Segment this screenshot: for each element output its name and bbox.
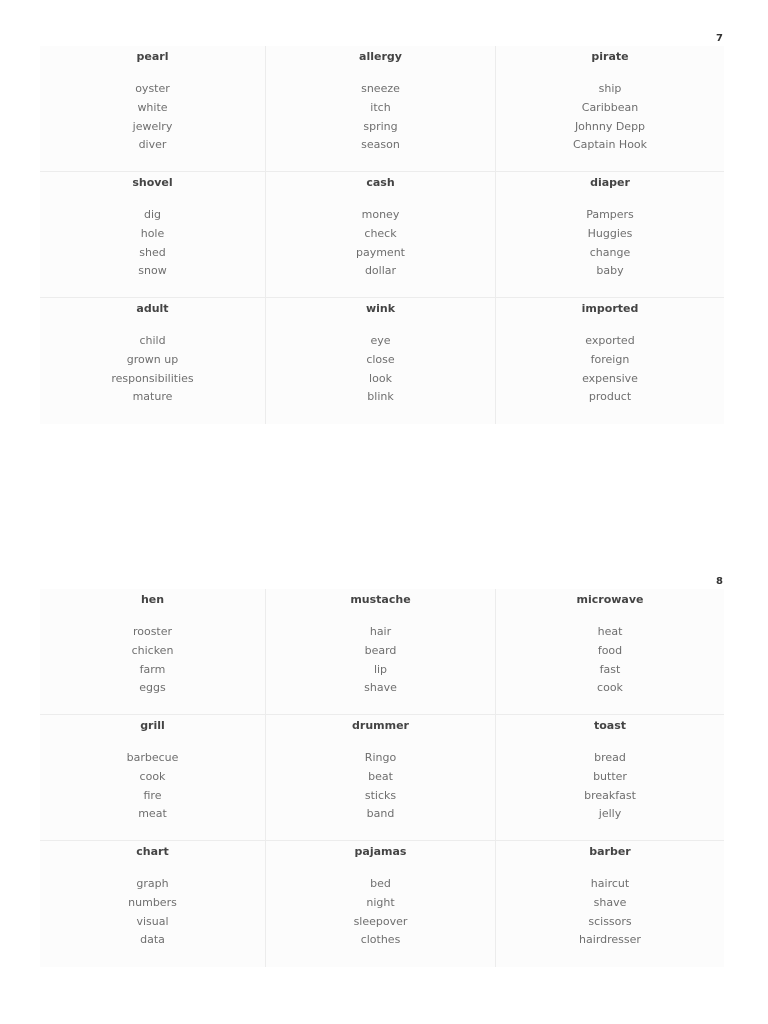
word-list [496,623,724,698]
related-word: check [364,226,397,240]
page-number: 8 [716,576,723,587]
word-list [266,80,495,155]
card-title: grill [140,719,165,732]
word-card [266,298,496,424]
related-word: close [366,352,395,366]
word-card [496,715,724,841]
related-word: change [589,245,631,259]
related-word: night [366,895,395,909]
related-word: Captain Hook [572,138,648,152]
related-word: chicken [131,643,174,657]
card-title: barber [589,845,631,858]
related-word: sticks [364,788,397,802]
related-word: beat [368,769,393,783]
related-word: mature [132,390,173,404]
related-word: hair [369,625,392,638]
word-card [266,589,496,715]
related-word: haircut [590,877,630,890]
related-word: jelly [598,807,622,821]
card-title: cash [366,176,395,189]
related-word: fast [599,662,621,676]
word-card [266,46,496,172]
word-card [40,298,266,424]
related-word: expensive [582,371,638,385]
word-list [40,80,265,155]
word-list [266,875,495,950]
card-title: pajamas [354,845,407,858]
related-word: diver [138,138,167,152]
related-word: spring [363,119,398,133]
related-word: child [139,334,166,347]
related-word: blink [367,390,394,404]
card-title: hen [140,593,165,606]
word-list [496,332,724,407]
word-list [266,206,495,281]
related-word: meat [138,807,167,821]
card-title: imported [581,302,639,315]
related-word: dollar [364,264,397,278]
related-word: data [140,933,165,947]
word-list [266,749,495,824]
related-word: product [588,390,632,404]
card-grid [40,46,724,424]
related-word: Caribbean [581,100,639,114]
related-word: shed [139,245,166,259]
related-word: beard [364,643,397,657]
related-word: scissors [588,914,632,928]
word-card [496,172,724,298]
related-word: clothes [360,933,401,947]
related-word: season [361,138,400,152]
word-list [496,875,724,950]
card-title: pirate [591,50,629,63]
word-card [40,46,266,172]
related-word: ship [598,82,622,95]
related-word: itch [370,100,391,114]
related-word: band [366,807,395,821]
word-card [40,715,266,841]
word-list [40,206,265,281]
word-card [496,841,724,967]
related-word: numbers [128,895,177,909]
related-word: Pampers [586,208,634,221]
word-list [40,332,265,407]
related-word: baby [596,264,624,278]
page-number: 7 [716,33,723,44]
card-title: wink [365,302,396,315]
card-title: shovel [132,176,173,189]
card-title: allergy [359,50,402,63]
card-title: microwave [576,593,644,606]
related-word: dig [143,208,162,221]
word-list [266,332,495,407]
word-list [496,749,724,824]
related-word: exported [585,334,635,347]
related-word: grown up [126,352,179,366]
related-word: eye [370,334,391,347]
related-word: look [369,371,392,385]
word-list [266,623,495,698]
related-word: responsibilities [111,371,194,385]
related-word: Ringo [364,751,397,764]
word-list [496,206,724,281]
related-word: fire [143,788,162,802]
related-word: rooster [132,625,173,638]
word-list [40,623,265,698]
related-word: sneeze [361,82,400,95]
word-list [496,80,724,155]
related-word: oyster [135,82,170,95]
related-word: foreign [590,352,630,366]
related-word: snow [138,264,167,278]
related-word: shave [593,895,627,909]
word-card [496,46,724,172]
card-title: drummer [352,719,409,732]
related-word: bed [370,877,391,890]
related-word: jewelry [132,119,173,133]
card-title: adult [136,302,169,315]
word-card [40,841,266,967]
related-word: eggs [139,681,166,695]
related-word: lip [373,662,388,676]
word-card [496,589,724,715]
card-title: chart [136,845,169,858]
card-title: mustache [350,593,411,606]
related-word: bread [594,751,626,764]
word-card [40,589,266,715]
related-word: Huggies [587,226,633,240]
related-word: sleepover [353,914,408,928]
word-card [40,172,266,298]
card-grid [40,589,724,967]
related-word: Johnny Depp [574,119,646,133]
related-word: breakfast [584,788,636,802]
related-word: hairdresser [579,933,641,947]
card-title: pearl [136,50,169,63]
related-word: graph [136,877,169,890]
related-word: money [361,208,400,221]
related-word: cook [139,769,166,783]
related-word: payment [355,245,405,259]
related-word: farm [139,662,166,676]
related-word: cook [597,681,623,695]
word-list [40,875,265,950]
related-word: hole [140,226,165,240]
word-card [496,298,724,424]
word-card [266,715,496,841]
related-word: white [137,100,168,114]
related-word: heat [597,625,623,638]
related-word: barbecue [126,751,179,764]
related-word: shave [364,681,397,695]
related-word: food [597,643,623,657]
related-word: butter [593,769,627,783]
word-card [266,841,496,967]
related-word: visual [136,914,169,928]
card-title: diaper [590,176,630,189]
card-title: toast [593,719,627,732]
word-card [266,172,496,298]
word-list [40,749,265,824]
